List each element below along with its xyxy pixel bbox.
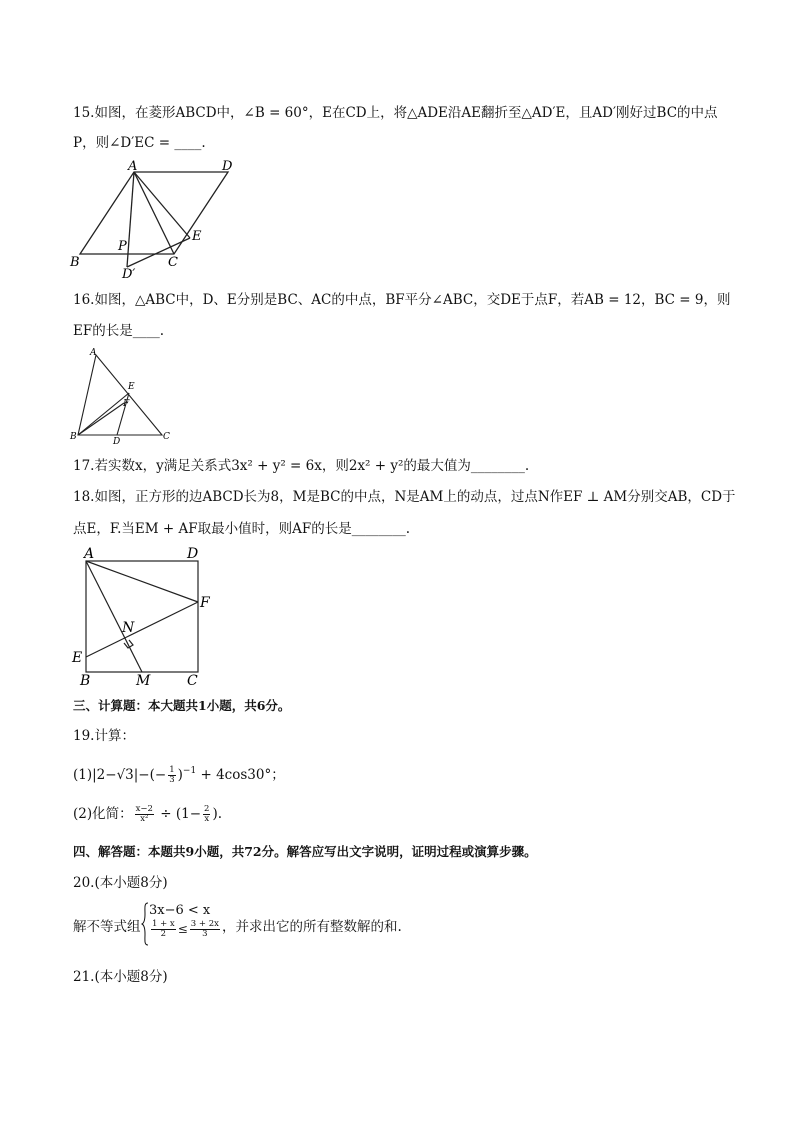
- q15-label-e: E: [192, 229, 202, 244]
- q19-p2-frac1-den: x²: [140, 814, 149, 824]
- q18-label-e: E: [72, 650, 83, 666]
- q19-p2-fraction2: [203, 805, 210, 824]
- q20-ineq2-lnum: 1 + x: [152, 919, 175, 929]
- q18-label-f: F: [200, 595, 210, 611]
- q21-title: 21.(本小题8分): [73, 969, 168, 985]
- q19-p1-frac-den: 3: [169, 775, 175, 785]
- q18-label-n: N: [122, 620, 135, 636]
- q18-square-figure: [66, 543, 226, 689]
- q15-label-b: B: [70, 255, 80, 270]
- q20-prefix: 解不等式组: [73, 919, 141, 935]
- q16-label-e: E: [128, 382, 135, 392]
- q20-ineq1: 3x−6 < x: [149, 903, 211, 918]
- q20-ineq2-lden: 2: [160, 929, 167, 939]
- q15-rhombus-figure: [66, 158, 246, 280]
- q19-p1-suffix: + 4cos30°；: [200, 767, 285, 783]
- q20-ineq2-rnum: 3 + 2x: [190, 919, 219, 929]
- section-3-heading: 三、计算题：本大题共1小题，共6分。: [73, 698, 291, 713]
- q18-label-m: M: [136, 673, 151, 689]
- q16-label-b: B: [70, 432, 77, 442]
- q15-label-p: P: [118, 239, 127, 254]
- q19-part1: (1)|2−√3|−(− $\frac{1}{3}$ )$^{-1}$ + 4cos30°；: [73, 765, 285, 785]
- q16-line2: EF的长是____.: [73, 323, 165, 339]
- q19-title: 19.计算：: [73, 728, 135, 744]
- q19-p2-fraction1: [135, 805, 154, 824]
- q19-p2-div: ÷: [160, 806, 172, 822]
- q15-label-c: C: [168, 255, 178, 270]
- q19-p2-paren-prefix: (1−: [175, 806, 202, 822]
- q16-label-f: F: [123, 399, 130, 409]
- q15-line1: 15.如图，在菱形ABCD中，∠B = 60°，E在CD上，将△ADE沿AE翻折至△AD′E，且AD′刚好过BC的中点: [73, 105, 718, 121]
- q19-p2-paren-suffix: ).: [212, 806, 223, 822]
- q20-ineq2-rden: 3: [202, 929, 208, 939]
- q20-title: 20.(本小题8分): [73, 875, 168, 891]
- q18-line2: 点E，F.当EM + AF取最小值时，则AF的长是________.: [73, 521, 411, 537]
- q18-line1: 18.如图，正方形的边ABCD长为8，M是BC的中点，N是AM上的动点，过点N作EF ⊥ AM分别交AB，CD于: [73, 489, 736, 505]
- q19-p1-fraction: [168, 766, 175, 785]
- q19-p1-frac-num: 1: [169, 765, 175, 775]
- q19-p2-prefix: (2)化简：: [73, 806, 133, 822]
- q16-triangle-figure: [66, 345, 181, 445]
- q19-p2-frac1-num: x−2: [135, 804, 153, 814]
- q16-label-d: D: [113, 437, 121, 445]
- q20-ineq2-op: ≤: [177, 922, 188, 936]
- q20-ineq2: [149, 920, 222, 939]
- q18-label-b: B: [80, 673, 91, 689]
- q20-brace: [141, 902, 149, 946]
- q19-p2-frac2-num: 2: [204, 804, 210, 814]
- q15-label-dprime: D′: [122, 267, 136, 280]
- q16-label-c: C: [163, 432, 170, 442]
- section-4-heading: 四、解答题：本题共9小题，共72分。解答应写出文字说明，证明过程或演算步骤。: [73, 844, 537, 859]
- q19-p1-exponent: −1: [182, 766, 197, 776]
- q16-line1: 16.如图，△ABC中，D、E分别是BC、AC的中点，BF平分∠ABC，交DE于点F，若AB = 12，BC = 9，则: [73, 292, 731, 308]
- q19-p1-prefix: (1)|2−√3|−(−: [73, 767, 167, 783]
- q20-ineq2-right: [190, 920, 220, 939]
- q17-line1: 17.若实数x，y满足关系式3x² + y² = 6x，则2x² + y²的最大值为________.: [73, 458, 530, 474]
- q16-label-a: A: [90, 348, 97, 358]
- q20-suffix: ，并求出它的所有整数解的和.: [222, 919, 402, 935]
- q19-p2-frac2-den: x: [204, 814, 210, 824]
- q15-label-a: A: [128, 159, 138, 174]
- q19-part2: [73, 805, 222, 824]
- q20-ineq2-left: [151, 920, 176, 939]
- q18-label-d: D: [187, 546, 199, 562]
- q18-label-c: C: [187, 673, 198, 689]
- q15-label-d: D: [222, 159, 233, 174]
- q18-label-a: A: [84, 546, 95, 562]
- q15-line2: P，则∠D′EC = ____.: [73, 135, 206, 151]
